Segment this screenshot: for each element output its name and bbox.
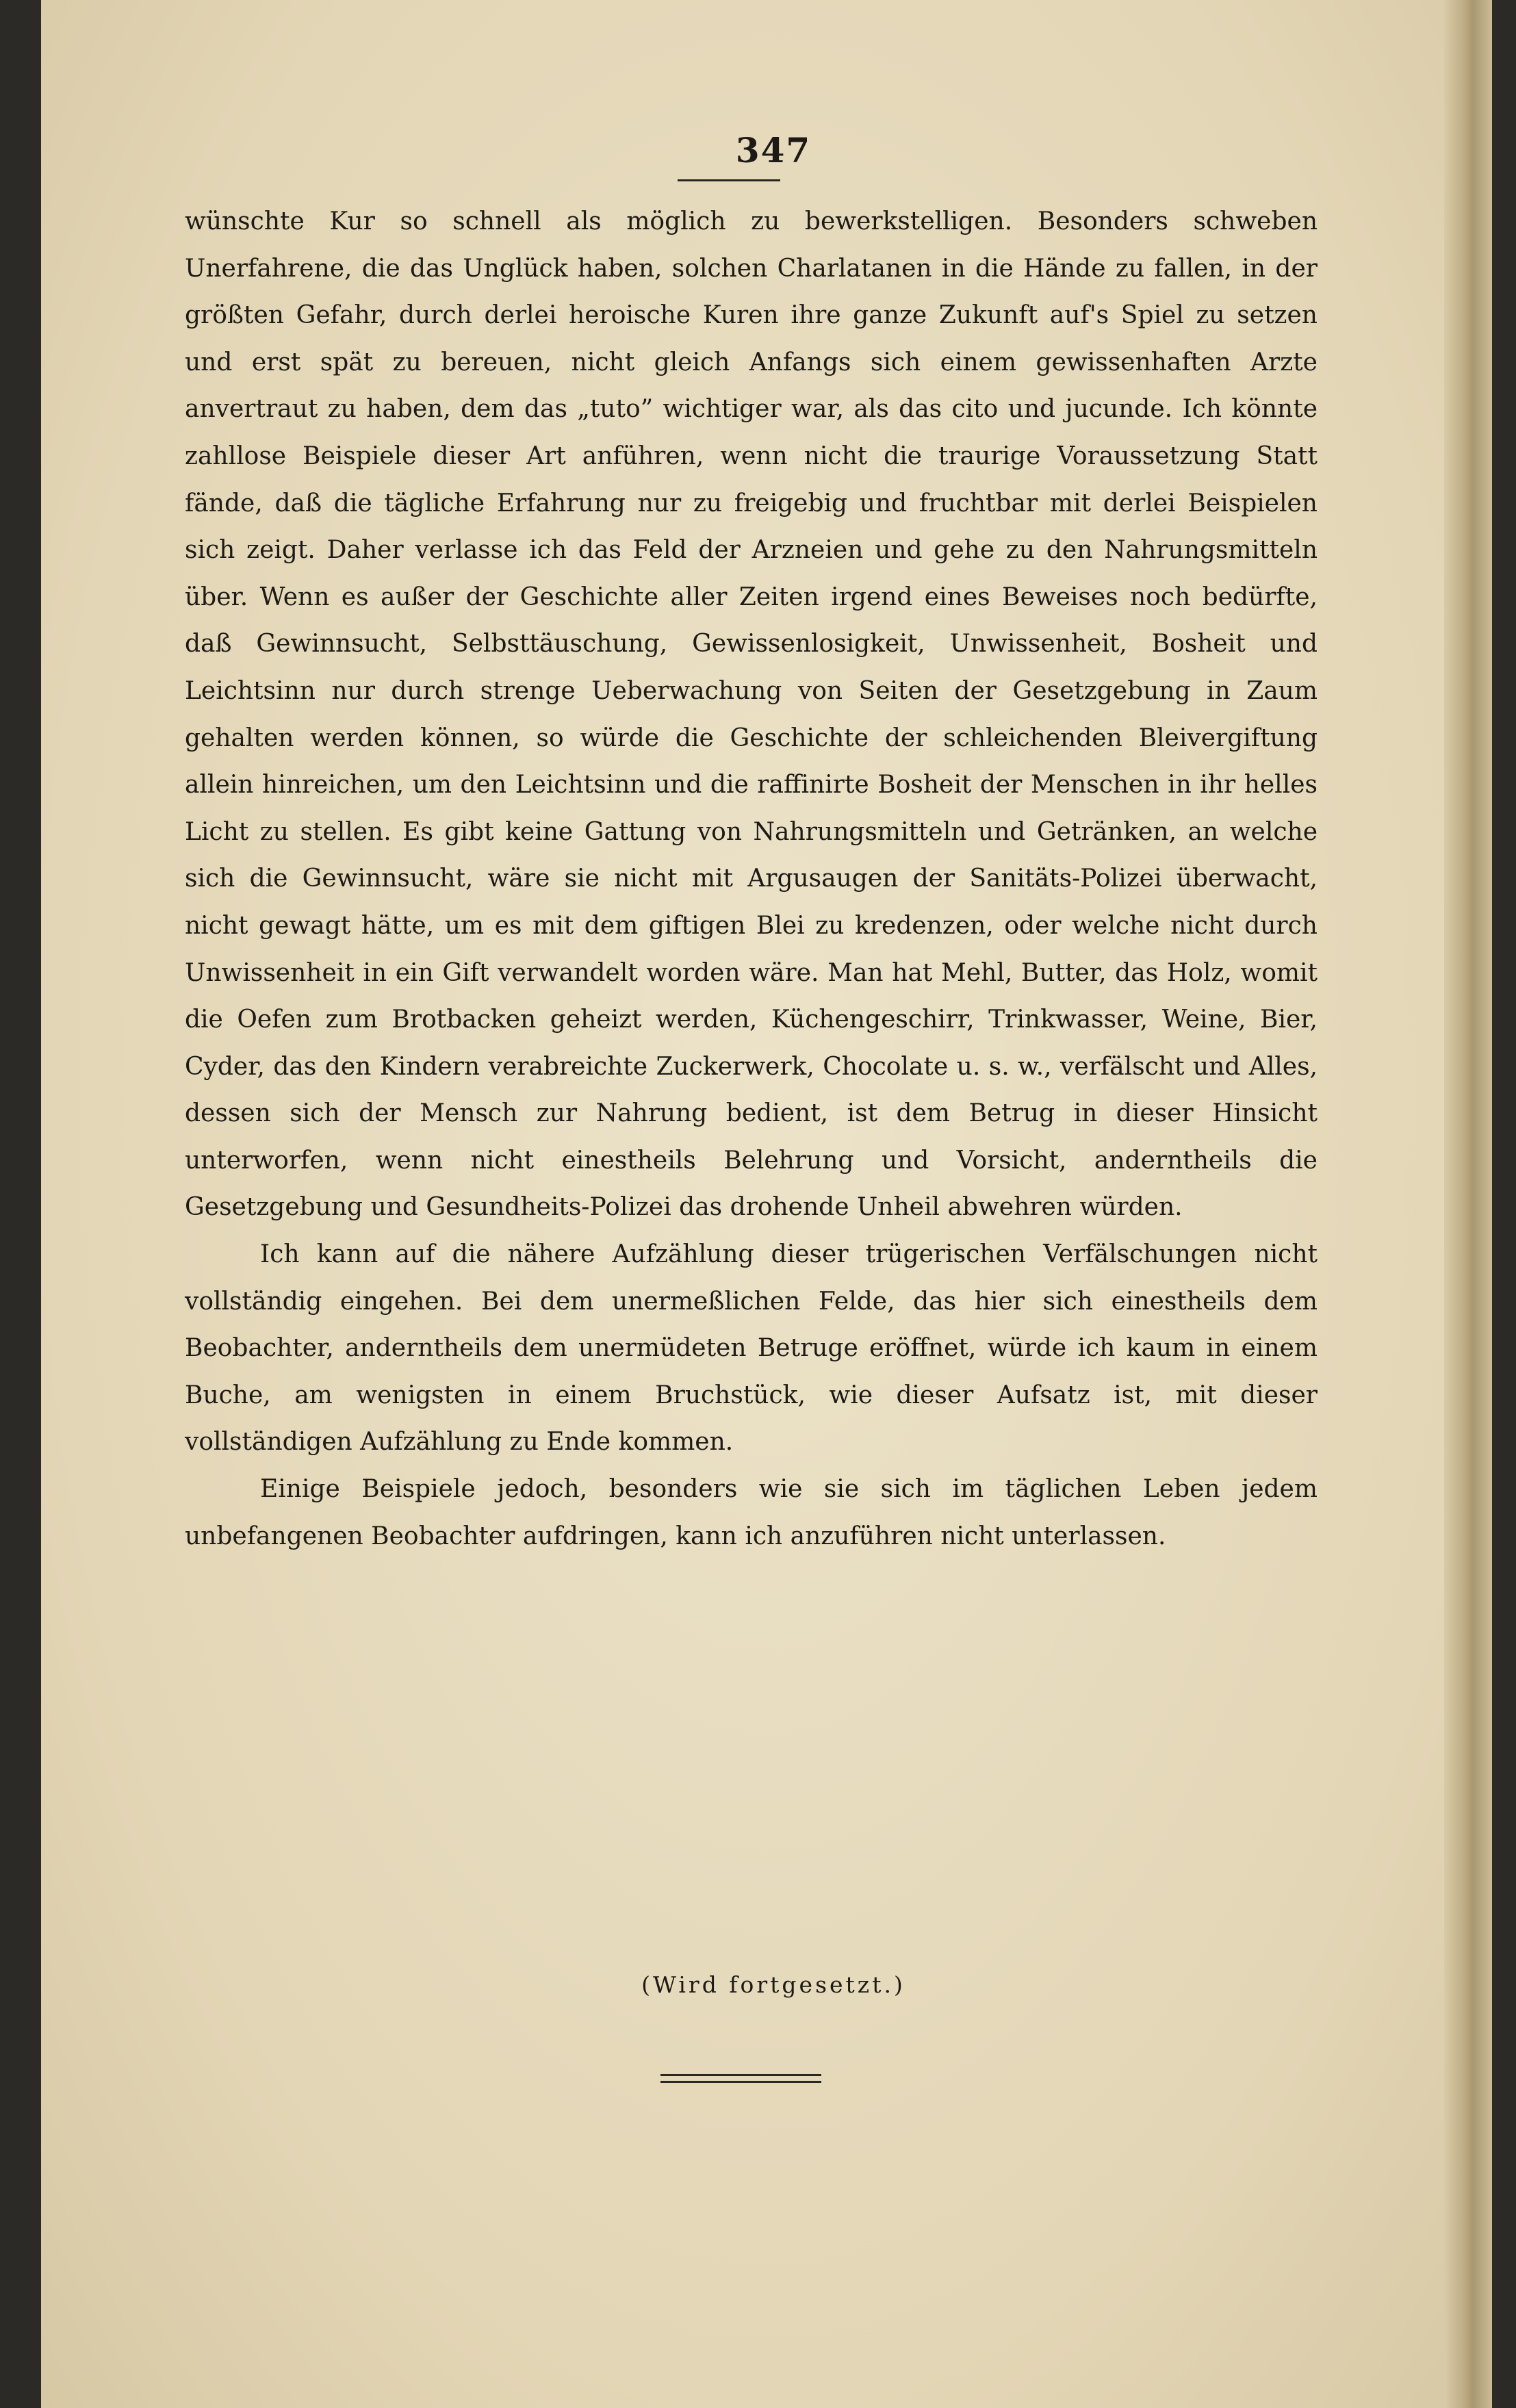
end-rule-bottom	[660, 2081, 821, 2083]
book-page	[41, 0, 1492, 2408]
page-number-rule	[678, 179, 780, 181]
paragraph-3: Einige Beispiele jedoch, besonders wie sie sich im täglichen Leben jedem unbefangenen Beobachter aufdringen, kann ich anzuführen nicht unterlassen.	[185, 1475, 1318, 1550]
paragraph-1: wünschte Kur so schnell als möglich zu bewerkstelligen. Besonders schweben Unerfahrene, die das Unglück haben, solchen Charlatanen in die Hände zu fallen, in der größten Gefahr, durch derlei heroische Kuren ihre ganze Zukunft auf's Spiel zu setzen und erst spät zu bereuen, nicht gleich Anfangs sich einem gewissenhaften Arzte anvertraut zu haben, dem das „tuto” wichtiger war, als das cito und jucunde. Ich könnte zahllose Beispiele dieser Art anführen, wenn nicht die traurige Voraussetzung Statt fände, daß die tägliche Erfahrung nur zu freigebig und fruchtbar mit derlei Beispielen sich zeigt. Daher verlasse ich das Feld der Arzneien und gehe zu den Nahrungsmitteln über. Wenn es außer der Geschichte aller Zeiten irgend eines Beweises noch bedürfte, daß Gewinnsucht, Selbsttäuschung, Gewissenlosigkeit, Unwissenheit, Bosheit und Leichtsinn nur durch strenge Ueberwachung von Seiten der Gesetzgebung in Zaum gehalten werden können, so würde die Geschichte der schleichenden Bleivergiftung allein hinreichen, um den Leichtsinn und die raffinirte Bosheit der Menschen in ihr helles Licht zu stellen. Es gibt keine Gattung von Nahrungsmitteln und Getränken, an welche sich die Gewinnsucht, wäre sie nicht mit Argusaugen der Sanitäts-Polizei überwacht, nicht gewagt hätte, um es mit dem giftigen Blei zu kredenzen, oder welche nicht durch Unwissenheit in ein Gift verwandelt worden wäre. Man hat Mehl, Butter, das Holz, womit die Oefen zum Brotbacken geheizt werden, Küchengeschirr, Trinkwasser, Weine, Bier, Cyder, das den Kindern verabreichte Zuckerwerk, Chocolate u. s. w., verfälscht und Alles, dessen sich der Mensch zur Nahrung bedient, ist dem Betrug in dieser Hinsicht unterworfen, wenn nicht einestheils Belehrung und Vorsicht, anderntheils die Gesetzgebung und Gesundheits-Polizei das drohende Unheil abwehren würden.	[185, 207, 1318, 1222]
page-edge	[1444, 0, 1492, 2408]
end-rule-top	[660, 2074, 821, 2076]
continued-note: (Wird fortgesetzt.)	[641, 1971, 905, 1998]
page-number: 347	[735, 130, 812, 170]
body-text	[185, 198, 1318, 1560]
paragraph-2: Ich kann auf die nähere Aufzählung dieser trügerischen Verfälschungen nicht vollständig eingehen. Bei dem unermeßlichen Felde, das hier sich einestheils dem Beobachter, anderntheils dem unermüdeten Betruge eröffnet, würde ich kaum in einem Buche, am wenigsten in einem Bruchstück, wie dieser Aufsatz ist, mit dieser vollständigen Aufzählung zu Ende kommen.	[185, 1240, 1318, 1457]
